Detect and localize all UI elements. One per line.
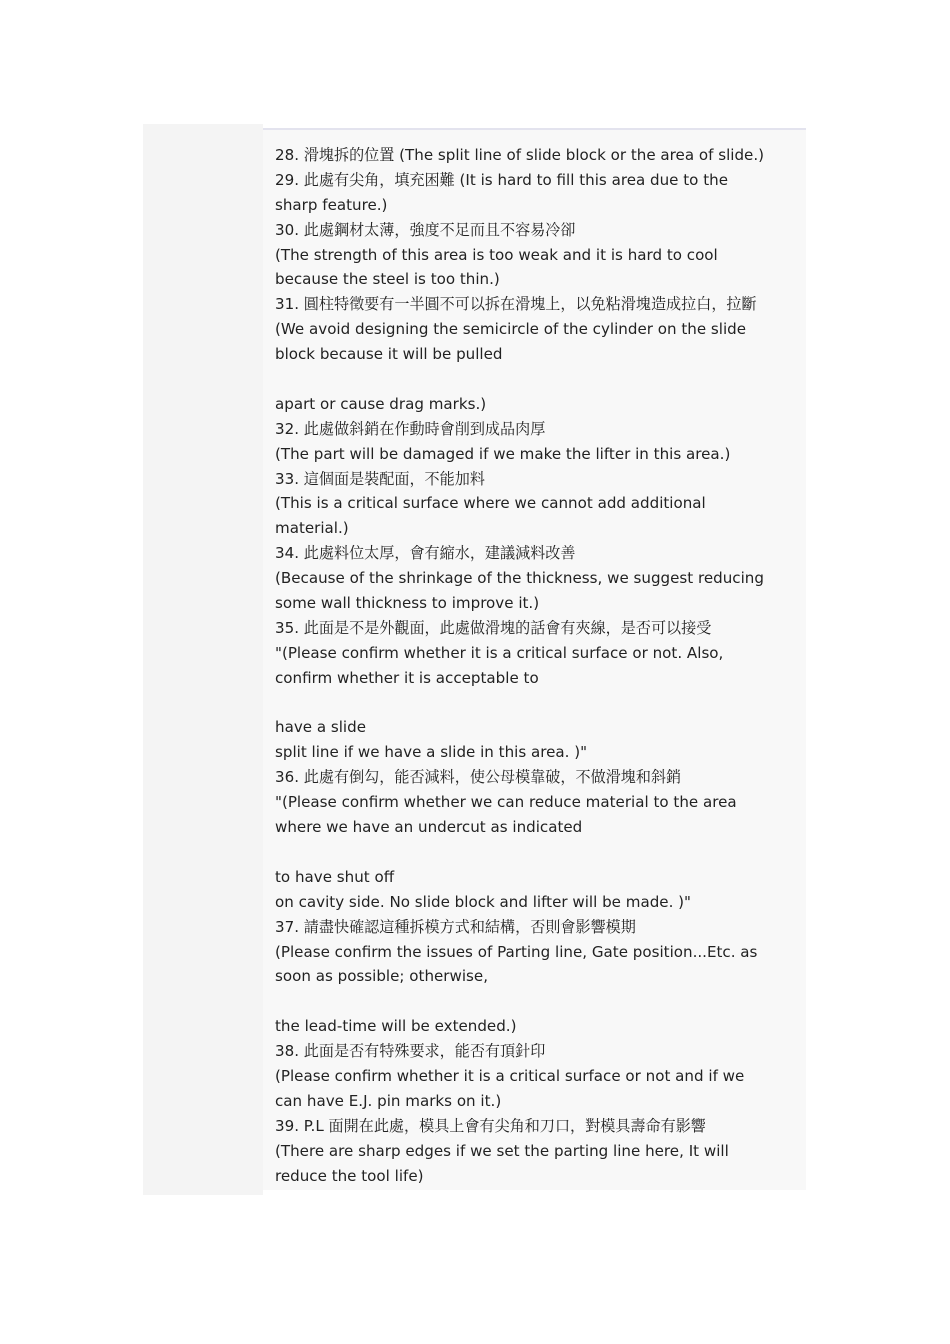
note-line: 39. P.L 面開在此處，模具上會有尖角和刀口，對模具壽命有影響 — [275, 1116, 706, 1135]
note-lines — [275, 143, 800, 1188]
note-line: the lead-time will be extended.) — [275, 1017, 517, 1036]
note-line: (This is a critical surface where we cannot add additional — [275, 494, 706, 513]
note-line: where we have an undercut as indicated — [275, 818, 583, 837]
note-line: (There are sharp edges if we set the parting line here, It will — [275, 1141, 729, 1160]
note-line: 28. 滑塊拆的位置 (The split line of slide block or the area of slide.) — [275, 146, 765, 164]
note-line: on cavity side. No slide block and lifter will be made. )" — [275, 892, 691, 911]
note-line: (We avoid designing the semicircle of the cylinder on the slide — [275, 320, 747, 339]
note-line: 29. 此處有尖角，填充困難 (It is hard to fill this area due to the — [275, 170, 728, 189]
note-line: 33. 這個面是裝配面，不能加料 — [275, 469, 485, 488]
blank-line — [275, 840, 800, 865]
note-line: reduce the tool life) — [275, 1166, 424, 1185]
note-line: 32. 此處做斜銷在作動時會削到成品肉厚 — [275, 419, 546, 438]
note-line: (Because of the shrinkage of the thickness, we suggest reducing — [275, 569, 764, 588]
note-line: 35. 此面是不是外觀面，此處做滑塊的話會有夾線，是否可以接受 — [275, 618, 712, 637]
note-line: (The strength of this area is too weak and it is hard to cool — [275, 245, 718, 264]
note-line: split line if we have a slide in this area. )" — [275, 743, 588, 762]
note-line: because the steel is too thin.) — [275, 270, 500, 289]
note-line: "(Please confirm whether it is a critical surface or not. Also, — [275, 643, 724, 662]
note-line: some wall thickness to improve it.) — [275, 594, 540, 613]
blank-line — [275, 691, 800, 716]
note-line: 30. 此處鋼材太薄，強度不足而且不容易冷卻 — [275, 220, 576, 239]
note-line: apart or cause drag marks.) — [275, 394, 487, 413]
blank-line — [275, 367, 800, 392]
note-line: block because it will be pulled — [275, 345, 503, 364]
note-line: have a slide — [275, 718, 366, 737]
note-line: sharp feature.) — [275, 195, 388, 214]
note-line: 36. 此處有倒勾，能否減料，使公母模靠破，不做滑塊和斜銷 — [275, 768, 682, 787]
note-line: (Please confirm the issues of Parting line, Gate position...Etc. as — [275, 942, 758, 961]
note-line: can have E.J. pin marks on it.) — [275, 1091, 502, 1110]
note-line: (Please confirm whether it is a critical surface or not and if we — [275, 1066, 745, 1085]
note-line: 34. 此處料位太厚，會有縮水，建議減料改善 — [275, 544, 576, 563]
note-line: confirm whether it is acceptable to — [275, 668, 539, 687]
blank-line — [275, 989, 800, 1014]
note-line: 31. 圓柱特徵要有一半圓不可以拆在滑塊上，以免粘滑塊造成拉白，拉斷 — [275, 295, 757, 314]
note-line: to have shut off — [275, 867, 395, 886]
note-line: material.) — [275, 519, 349, 538]
note-line: "(Please confirm whether we can reduce material to the area — [275, 793, 737, 812]
left-table-column — [143, 124, 263, 1195]
note-line: 38. 此面是否有特殊要求，能否有頂針印 — [275, 1042, 546, 1061]
note-line: soon as possible; otherwise, — [275, 967, 488, 986]
note-line: 37. 請盡快確認這種拆模方式和結構，否則會影響模期 — [275, 917, 636, 936]
note-line: (The part will be damaged if we make the lifter in this area.) — [275, 444, 731, 463]
